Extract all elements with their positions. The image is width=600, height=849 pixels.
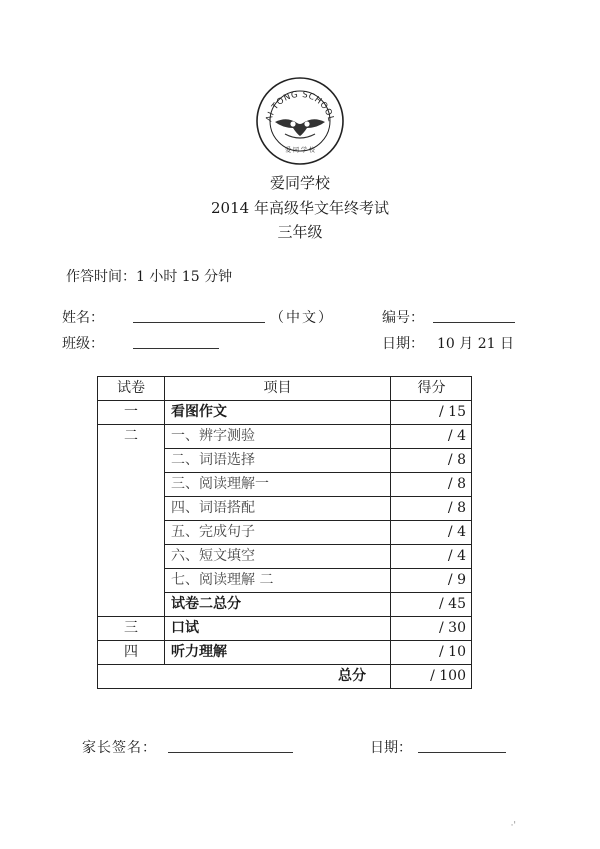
table-total-row (98, 665, 472, 689)
item-cell: 七、阅读理解 二 (165, 569, 391, 593)
date-label: 日期： (382, 336, 424, 352)
item-cell: 听力理解 (165, 641, 391, 665)
svg-text:爱 同 学 校: 爱 同 学 校 (285, 147, 315, 154)
header-item: 项目 (165, 377, 391, 401)
class-label: 班级： (62, 336, 104, 352)
school-name: 爱同学校 (269, 174, 330, 192)
score-cell[interactable]: / 15 (391, 401, 472, 425)
score-cell[interactable]: / 8 (391, 497, 472, 521)
score-cell[interactable]: / 9 (391, 569, 472, 593)
header-paper: 试卷 (98, 377, 165, 401)
score-cell[interactable]: / 10 (391, 641, 472, 665)
item-cell: 六、短文填空 (165, 545, 391, 569)
item-cell: 五、完成句子 (165, 521, 391, 545)
item-cell: 口试 (165, 617, 391, 641)
paper-cell: 四 (98, 641, 165, 665)
table-row (98, 401, 472, 425)
table-row (98, 617, 472, 641)
score-cell[interactable]: / 4 (391, 521, 472, 545)
item-cell: 看图作文 (165, 401, 391, 425)
number-field[interactable] (433, 308, 515, 323)
table-header-row (98, 377, 472, 401)
score-table (97, 376, 472, 689)
score-cell[interactable]: / 4 (391, 425, 472, 449)
corner-mark: ·' (510, 821, 516, 831)
parent-sign-label: 家长签名： (82, 740, 157, 756)
item-cell: 一、辨字测验 (165, 425, 391, 449)
date-value: 10 月 21 日 (437, 336, 514, 352)
score-cell[interactable]: / 30 (391, 617, 472, 641)
paper-cell: 三 (98, 617, 165, 641)
name-label: 姓名： (62, 310, 104, 326)
paper-cell: 二 (98, 425, 165, 617)
school-logo (255, 76, 345, 166)
table-row (98, 641, 472, 665)
footer-date-field[interactable] (418, 738, 506, 753)
score-cell[interactable]: / 4 (391, 545, 472, 569)
item-cell: 四、词语搭配 (165, 497, 391, 521)
table-row (98, 425, 472, 449)
number-label: 编号： (382, 310, 424, 326)
exam-title: 2014 年高级华文年终考试 (211, 199, 389, 217)
name-field[interactable] (133, 308, 265, 323)
item-cell: 二、词语选择 (165, 449, 391, 473)
grade-level: 三年级 (277, 223, 323, 241)
chinese-note: （中文） (270, 310, 334, 326)
parent-sign-field[interactable] (168, 738, 293, 753)
score-cell[interactable]: / 8 (391, 449, 472, 473)
svg-text:AI TONG SCHOOL: AI TONG SCHOOL (264, 89, 336, 123)
item-cell: 三、阅读理解一 (165, 473, 391, 497)
score-cell[interactable]: / 45 (391, 593, 472, 617)
exam-duration: 作答时间：1 小时 15 分钟 (66, 269, 233, 285)
paper-cell: 一 (98, 401, 165, 425)
score-cell[interactable]: / 8 (391, 473, 472, 497)
footer-date-label: 日期： (370, 740, 412, 756)
item-cell: 试卷二总分 (165, 593, 391, 617)
class-field[interactable] (133, 334, 219, 349)
header-score: 得分 (391, 377, 472, 401)
total-score-cell[interactable]: / 100 (391, 665, 472, 689)
total-label: 总分 (98, 665, 391, 689)
